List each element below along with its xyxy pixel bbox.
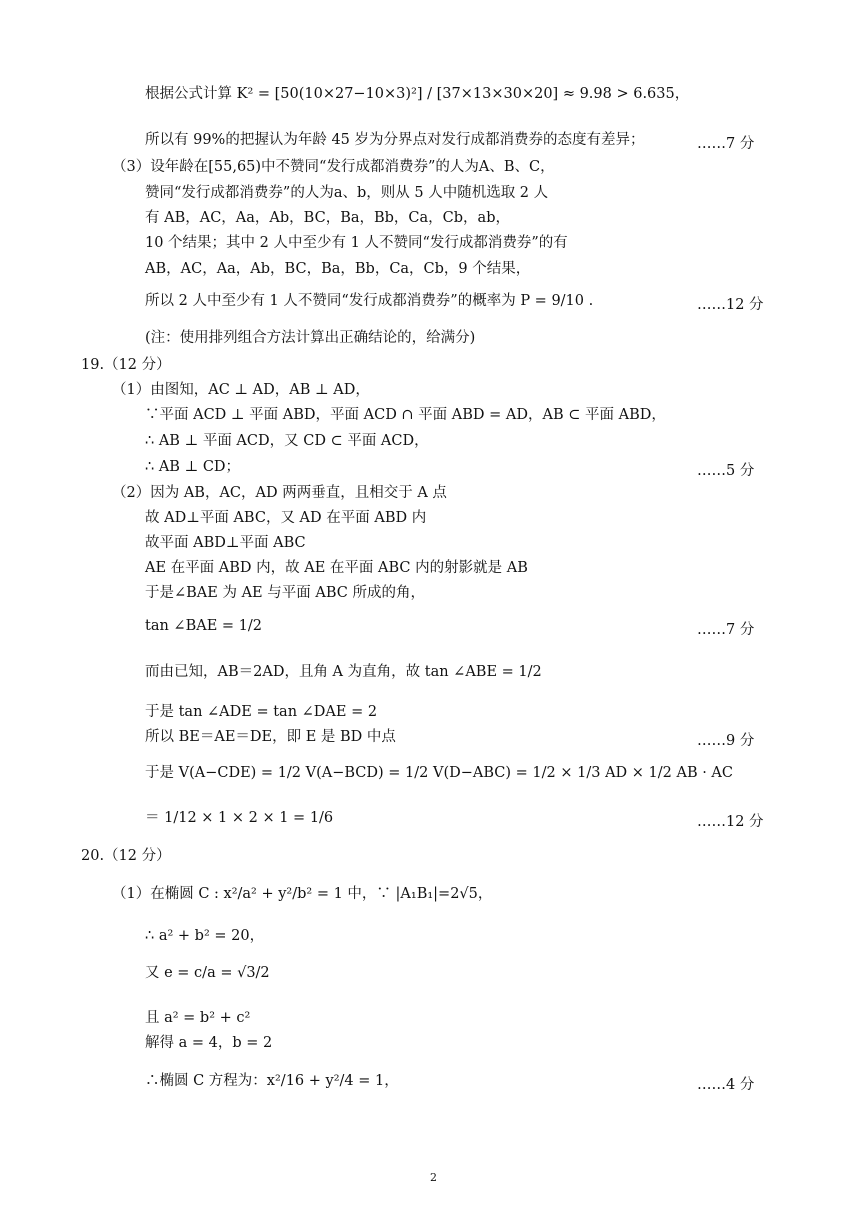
q19-p2-line8: 于是 tan ∠ADE = tan ∠DAE = 2 <box>145 704 378 720</box>
note-line: (注：使用排列组合方法计算出正确结论的，给满分) <box>145 330 476 346</box>
q19-p2-line9: 所以 BE＝AE＝DE，即 E 是 BD 中点 <box>145 729 396 745</box>
score-4: ……4 分 <box>697 1077 755 1093</box>
q19-p1-line4: ∴ AB ⊥ CD； <box>145 459 241 475</box>
score-12a: ……12 分 <box>697 297 764 313</box>
part3-line1: （3）设年龄在[55,65)中不赞同“发行成都消费券”的人为A、B、C， <box>112 159 555 175</box>
part3-line4: 10 个结果；其中 2 人中至少有 1 人不赞同“发行成都消费券”的有 <box>145 235 568 251</box>
q19-p2-line10: 于是 V(A−CDE) = 1/2 V(A−BCD) = 1/2 V(D−ABC) = 1/2 × 1/3 AD × 1/2 AB · AC <box>145 765 733 781</box>
q19-p2-line5: 于是∠BAE 为 AE 与平面 ABC 所成的角， <box>145 585 425 601</box>
q19-p2-line3: 故平面 ABD⊥平面 ABC <box>145 535 306 551</box>
q20-p1-line6: ∴椭圆 C 方程为：x²/16 + y²/4 = 1， <box>145 1073 399 1089</box>
q19-heading: 19.（12 分） <box>81 357 171 373</box>
q19-p2-line1: （2）因为 AB，AC，AD 两两垂直，且相交于 A 点 <box>112 485 447 501</box>
q20-p1-line2: ∴ a² + b² = 20， <box>145 928 265 944</box>
formula-k2: 根据公式计算 K² = [50(10×27−10×3)²] / [37×13×30×20] ≈ 9.98 > 6.635， <box>145 86 690 102</box>
conclusion-line: 所以有 99%的把握认为年龄 45 岁为分界点对发行成都消费券的态度有差异； <box>145 132 645 148</box>
q19-p2-line11: ＝ 1/12 × 1 × 2 × 1 = 1/6 <box>145 810 334 826</box>
score-7b: ……7 分 <box>697 622 755 638</box>
page-number: 2 <box>430 1171 437 1184</box>
q19-p1-line3: ∴ AB ⊥ 平面 ACD，又 CD ⊂ 平面 ACD， <box>145 433 429 449</box>
q19-p1-line1: （1）由图知，AC ⊥ AD，AB ⊥ AD， <box>112 382 370 398</box>
q19-p2-line6: tan ∠BAE = 1/2 <box>145 618 262 634</box>
q19-p1-line2: ∵平面 ACD ⊥ 平面 ABD，平面 ACD ∩ 平面 ABD = AD，AB ⊂ 平面 ABD， <box>145 407 666 423</box>
q19-p2-line2: 故 AD⊥平面 ABC，又 AD 在平面 ABD 内 <box>145 510 427 526</box>
part3-line3: 有 AB，AC，Aa，Ab，BC，Ba，Bb，Ca，Cb，ab， <box>145 210 510 226</box>
q20-p1-line1: （1）在椭圆 C : x²/a² + y²/b² = 1 中，∵ |A₁B₁|=2√5， <box>112 886 493 902</box>
score-7a: ……7 分 <box>697 136 755 152</box>
part3-line5: AB，AC，Aa，Ab，BC，Ba，Bb，Ca，Cb，9 个结果， <box>145 261 531 277</box>
q20-p1-line3: 又 e = c/a = √3/2 <box>145 965 270 981</box>
q19-p2-line7: 而由已知，AB＝2AD，且角 A 为直角，故 tan ∠ABE = 1/2 <box>145 664 542 680</box>
q20-p1-line4: 且 a² = b² + c² <box>145 1010 251 1026</box>
q19-p2-line4: AE 在平面 ABD 内，故 AE 在平面 ABC 内的射影就是 AB <box>145 560 528 576</box>
part3-line6: 所以 2 人中至少有 1 人不赞同“发行成都消费券”的概率为 P = 9/10 . <box>145 293 594 309</box>
part3-line2: 赞同“发行成都消费券”的人为a、b，则从 5 人中随机选取 2 人 <box>145 185 549 201</box>
score-5: ……5 分 <box>697 463 755 479</box>
q20-p1-line5: 解得 a = 4，b = 2 <box>145 1035 273 1051</box>
q20-heading: 20.（12 分） <box>81 848 171 864</box>
score-9: ……9 分 <box>697 733 755 749</box>
score-12b: ……12 分 <box>697 814 764 830</box>
